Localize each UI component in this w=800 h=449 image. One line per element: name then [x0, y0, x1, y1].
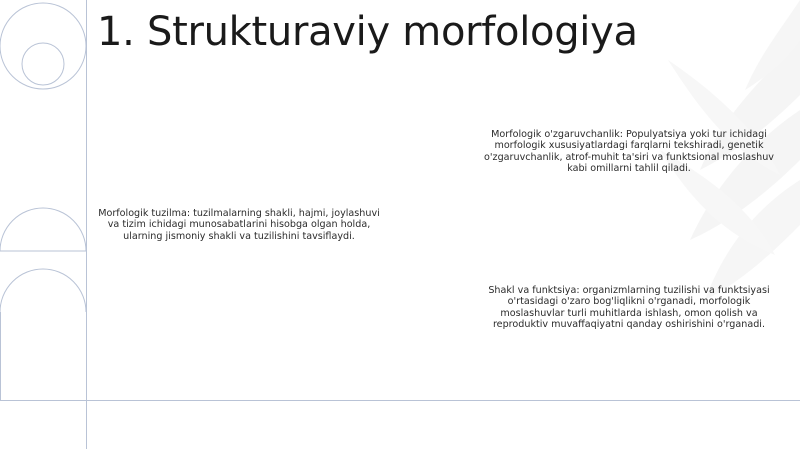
- slide-title: 1. Strukturaviy morfologiya: [97, 9, 638, 55]
- structure-text: Morfologik tuzilma: tuzilmalarning shakli, hajmi, joylashuvi va tizim ichidagi munosabatlarini hisobga olgan holda, ularning jismoniy shakli va tuzilishini tavsiflaydi.: [98, 208, 380, 242]
- variability-text: Morfologik o'zgaruvchanlik: Populyatsiya yoki tur ichidagi morfologik xususiyatlardagi farqlarni tekshiradi, genetik o'zgaruvchanlik, atrof-muhit ta'siri va funktsional moslashuv kabi omillarni tahlil qiladi.: [484, 129, 774, 175]
- lower-arch: [0, 269, 86, 312]
- top-small-circle: [22, 43, 64, 85]
- form-function-text: Shakl va funktsiya: organizmlarning tuzilishi va funktsiyasi o'rtasidagi o'zaro bog'liqlikni o'rganadi, morfologik moslashuvlar turli muhitlarda ishlash, omon qolish va reproduktiv muvaffaqiyatni qanday oshirishini o'rganadi.: [488, 285, 770, 331]
- upper-arch: [0, 208, 86, 251]
- top-large-circle: [0, 3, 86, 89]
